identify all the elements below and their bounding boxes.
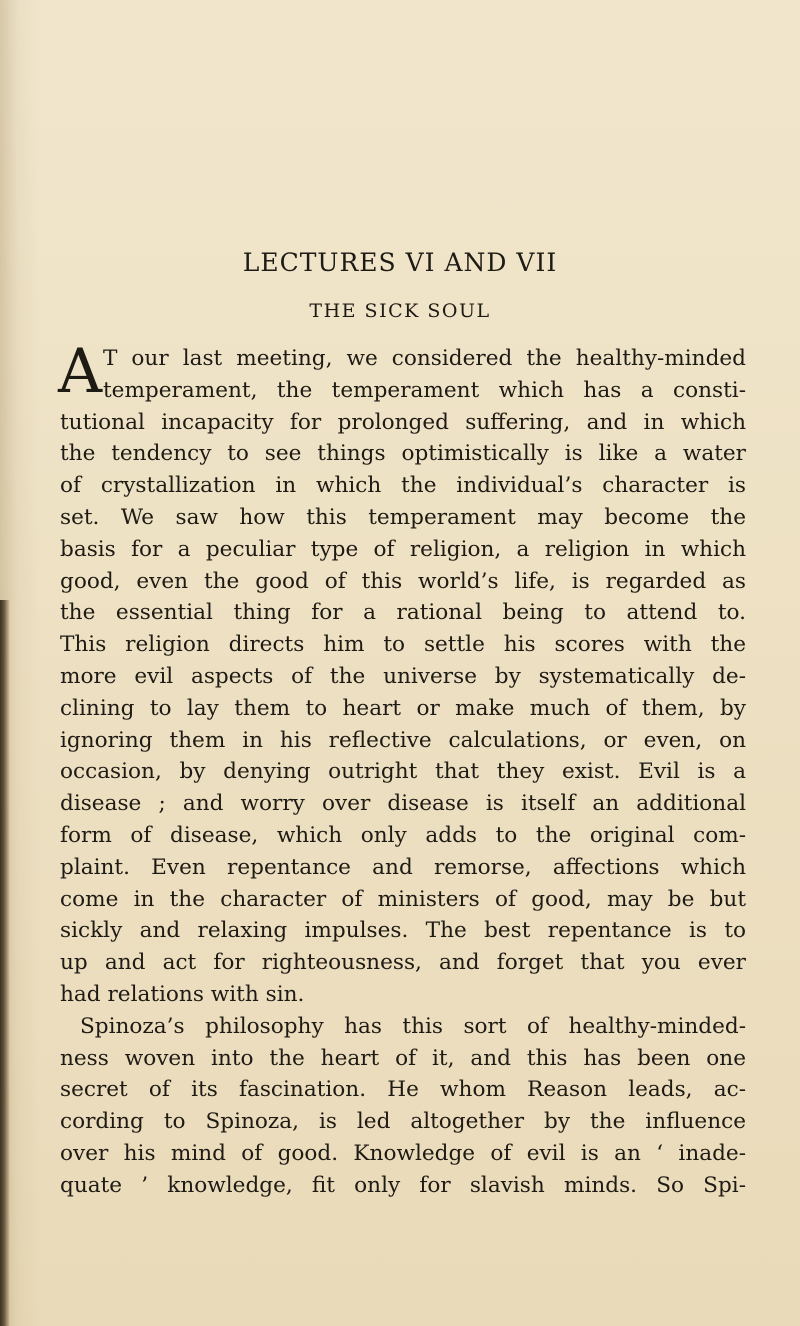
text-line: clining to lay them to heart or make much of them, by [60,695,746,721]
text-line-content: T our last meeting, we considered the healthy-minded [103,346,746,371]
text-line: good, even the good of this world’s life, is regarded as [60,568,746,594]
text-line: occasion, by denying outright that they exist. Evil is a [60,759,746,785]
text-line: over his mind of good. Knowledge of evil is an ‘ inade- [60,1140,746,1166]
text-line: the essential thing for a rational being to attend to. [60,600,746,626]
text-line: This religion directs him to settle his scores with the [60,632,746,658]
text-line: quate ’ knowledge, fit only for slavish minds. So Spi- [60,1172,746,1198]
text-line: disease ; and worry over disease is itself an additional [60,791,746,817]
text-line: ness woven into the heart of it, and this has been one [60,1045,746,1071]
text-line: the tendency to see things optimistically is like a water [60,441,746,467]
body-text [58,336,746,1202]
text-line: secret of its fascination. He whom Reason leads, ac- [60,1077,746,1103]
page-edge-shadow [0,600,10,1326]
text-line: sickly and relaxing impulses. The best repentance is to [60,918,746,944]
text-line: up and act for righteousness, and forget that you ever [60,950,746,976]
text-line: Spinoza’s philosophy has this sort of healthy-minded- [80,1013,746,1039]
text-line: more evil aspects of the universe by systematically de- [60,663,746,689]
text-line: had relations with sin. [60,981,305,1007]
lecture-heading: LECTURES VI AND VII [242,248,558,277]
text-line: cording to Spinoza, is led altogether by the influence [60,1109,746,1135]
text-line: form of disease, which only adds to the original com- [60,822,746,848]
text-line: come in the character of ministers of good, may be but [60,886,746,912]
section-heading: THE SICK SOUL [309,300,491,322]
drop-cap: A [58,336,103,407]
text-line: temperament, the temperament which has a consti- [103,377,746,403]
text-line: of crystallization in which the individual’s character is [60,473,746,499]
text-line: plaint. Even repentance and remorse, affections which [60,854,746,880]
text-line: ignoring them in his reflective calculations, or even, on [60,727,746,753]
text-line: basis for a peculiar type of religion, a religion in which [60,536,746,562]
text-line: set. We saw how this temperament may become the [60,504,746,530]
text-line: tutional incapacity for prolonged suffering, and in which [60,409,746,435]
